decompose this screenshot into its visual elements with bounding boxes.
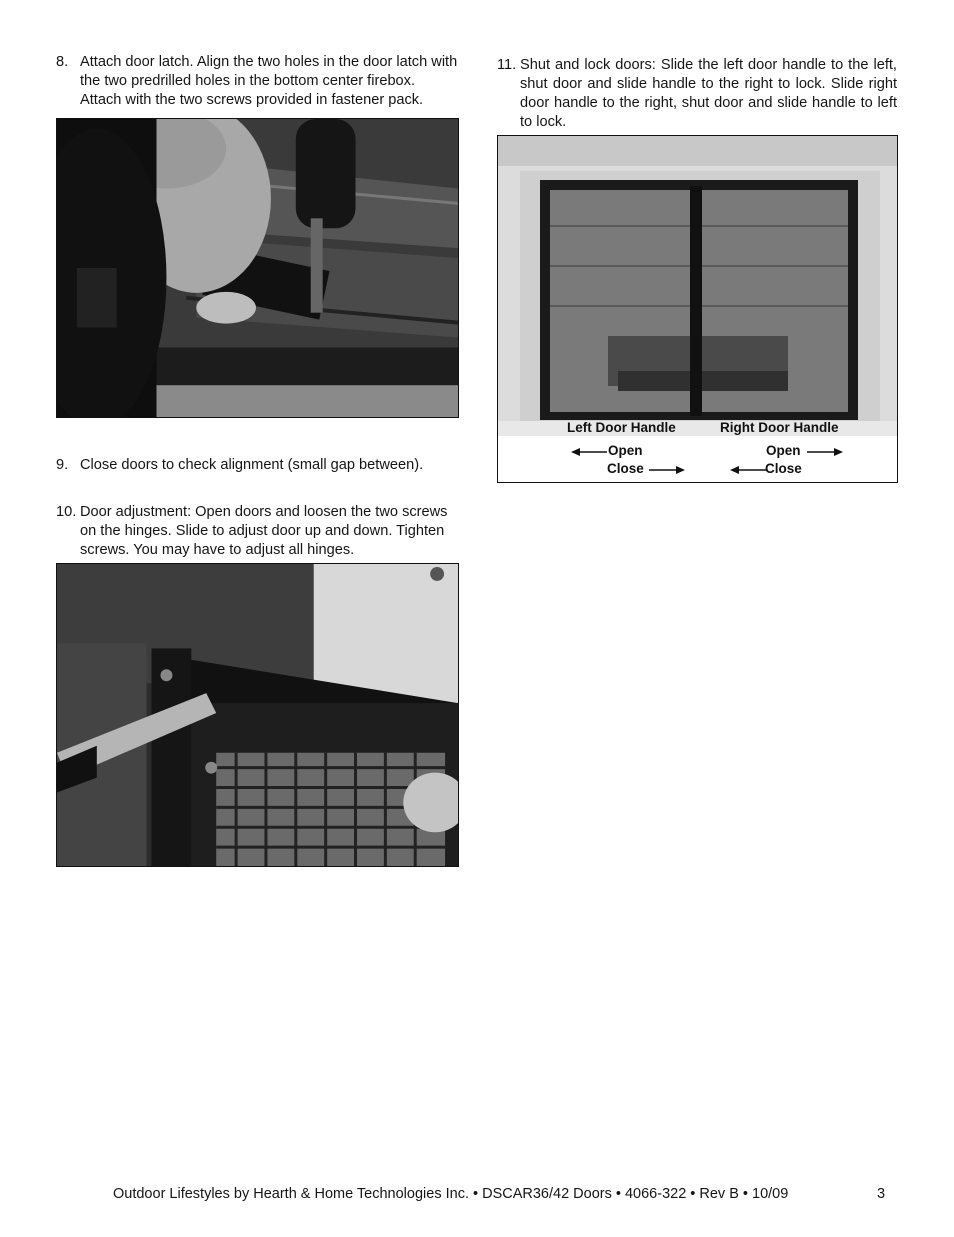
right-open-label: Open [766,443,801,458]
step-text: Shut and lock doors: Slide the left door handle to the left, shut door and slide handle to the right to lock. Slide right door handle to the right, shut door and slide handle to left to lock. [520,57,897,130]
step-text: Close doors to check alignment (small gap between). [80,457,424,473]
step-10 [56,503,458,560]
hinge-illustration [57,564,458,866]
step-number: 11. [497,57,517,73]
step-11 [497,56,897,132]
left-open-label: Open [608,443,643,458]
left-door-handle-label: Left Door Handle [567,420,676,435]
step-text: Door adjustment: Open doors and loosen the two screws on the hinges. Slide to adjust door up and down. Tighten screws. You may have to adjust all hinges. [80,504,448,558]
left-open-arrow-icon [571,446,607,458]
step-number: 9. [56,457,69,473]
right-open-arrow-icon [807,446,843,458]
right-close-label: Close [765,461,802,476]
step-number: 8. [56,54,69,70]
hinge-adjustment-photo [56,563,459,867]
page-footer: Outdoor Lifestyles by Hearth & Home Technologies Inc. • DSCAR36/42 Doors • 4066-322 • Rev B • 10/09 [113,1186,789,1202]
step-number: 10. [56,504,77,520]
fireplace-doors-illustration [498,136,898,436]
page-number: 3 [877,1186,886,1202]
door-latch-photo [56,118,459,418]
door-handle-diagram [497,135,898,483]
right-close-arrow-icon [730,464,766,476]
step-8 [56,53,458,110]
left-close-label: Close [607,461,644,476]
right-door-handle-label: Right Door Handle [720,420,839,435]
door-latch-illustration [57,119,458,417]
step-9 [56,456,458,475]
step-text: Attach door latch. Align the two holes in the door latch with the two predrilled holes in the bottom center firebox. Attach with the two screws provided in fastener pack. [80,54,458,108]
left-close-arrow-icon [649,464,685,476]
